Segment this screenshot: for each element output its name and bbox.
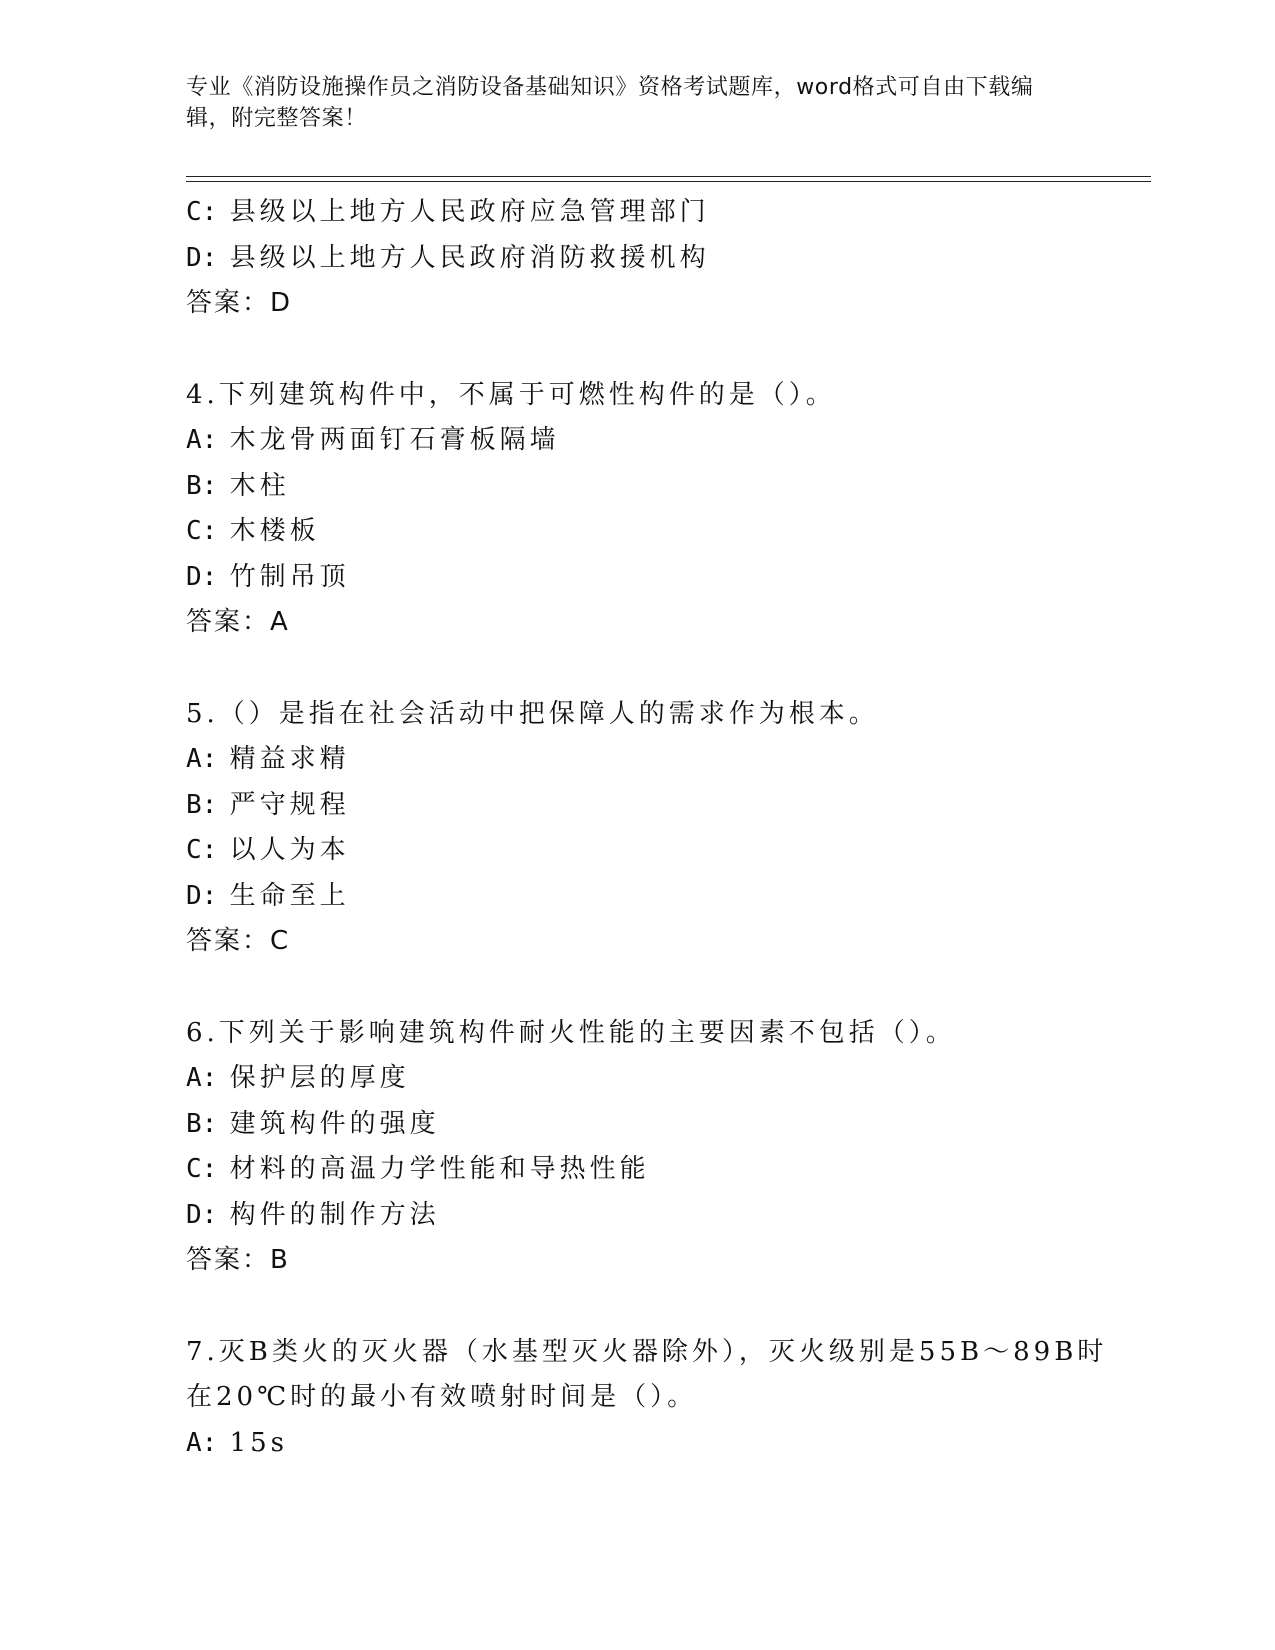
option-letter: C: <box>186 835 218 865</box>
option-text: 木龙骨两面钉石膏板隔墙 <box>229 425 560 455</box>
option-letter: A: <box>186 1427 218 1458</box>
answer-line: 答案：A <box>186 607 290 637</box>
header-divider-bottom <box>186 181 1151 182</box>
option-b <box>186 464 1146 510</box>
option-text: 木楼板 <box>229 516 320 546</box>
option-d <box>186 874 1146 920</box>
option-c <box>186 509 1146 555</box>
option-a <box>186 418 1146 464</box>
question-6 <box>186 1011 1146 1284</box>
option-c <box>186 1147 1146 1193</box>
answer-line: 答案：D <box>186 288 293 318</box>
question-fragment <box>186 190 1146 327</box>
option-b <box>186 1102 1146 1148</box>
option-c <box>186 190 1146 236</box>
question-stem: 6.下列关于影响建筑构件耐火性能的主要因素不包括（）。 <box>186 1017 956 1048</box>
option-letter: A: <box>186 744 218 774</box>
question-stem-line-1: 7.灭B类火的灭火器（水基型灭火器除外），灭火级别是55B～89B时 <box>186 1336 1108 1367</box>
question-list <box>186 190 1146 1466</box>
option-letter: D: <box>186 242 218 273</box>
option-d <box>186 1193 1146 1239</box>
option-letter: D: <box>186 880 218 911</box>
option-letter: B: <box>186 470 218 501</box>
option-letter: C: <box>186 197 218 227</box>
question-5 <box>186 692 1146 965</box>
option-text: 构件的制作方法 <box>229 1199 440 1230</box>
option-text: 材料的高温力学性能和导热性能 <box>229 1154 650 1184</box>
option-letter: C: <box>186 516 218 546</box>
option-text: 木柱 <box>229 470 290 501</box>
option-a <box>186 1056 1146 1102</box>
option-letter: D: <box>186 561 218 592</box>
option-d <box>186 236 1146 282</box>
option-text: 竹制吊顶 <box>229 561 350 592</box>
option-b <box>186 783 1146 829</box>
option-text: 生命至上 <box>229 880 350 911</box>
answer-line: 答案：B <box>186 1245 290 1275</box>
question-stem-line-2: 在20℃时的最小有效喷射时间是（）。 <box>186 1382 698 1412</box>
option-letter: C: <box>186 1154 218 1184</box>
option-text: 15s <box>229 1427 289 1458</box>
spacer <box>186 965 1146 1011</box>
option-text: 以人为本 <box>229 835 350 865</box>
option-text: 建筑构件的强度 <box>229 1108 440 1139</box>
option-a <box>186 1421 1146 1467</box>
spacer <box>186 327 1146 373</box>
option-letter: A: <box>186 425 218 455</box>
option-text: 县级以上地方人民政府应急管理部门 <box>229 197 710 227</box>
option-text: 精益求精 <box>229 744 350 774</box>
question-7 <box>186 1330 1146 1467</box>
option-d <box>186 555 1146 601</box>
option-letter: D: <box>186 1199 218 1230</box>
option-c <box>186 828 1146 874</box>
question-stem: 5.（）是指在社会活动中把保障人的需求作为根本。 <box>186 698 879 729</box>
question-4 <box>186 373 1146 646</box>
option-a <box>186 737 1146 783</box>
option-letter: B: <box>186 1108 218 1139</box>
answer-line: 答案：C <box>186 926 291 956</box>
spacer <box>186 1284 1146 1330</box>
option-text: 严守规程 <box>229 789 350 820</box>
option-letter: B: <box>186 789 218 820</box>
option-letter: A: <box>186 1063 218 1093</box>
spacer <box>186 646 1146 692</box>
header-divider-top <box>186 176 1151 177</box>
option-text: 县级以上地方人民政府消防救援机构 <box>229 242 710 273</box>
question-stem: 4.下列建筑构件中，不属于可燃性构件的是（）。 <box>186 379 836 410</box>
document-header: 专业《消防设施操作员之消防设备基础知识》资格考试题库，word格式可自由下载编辑，附完整答案！ <box>186 75 1034 131</box>
option-text: 保护层的厚度 <box>229 1063 410 1093</box>
